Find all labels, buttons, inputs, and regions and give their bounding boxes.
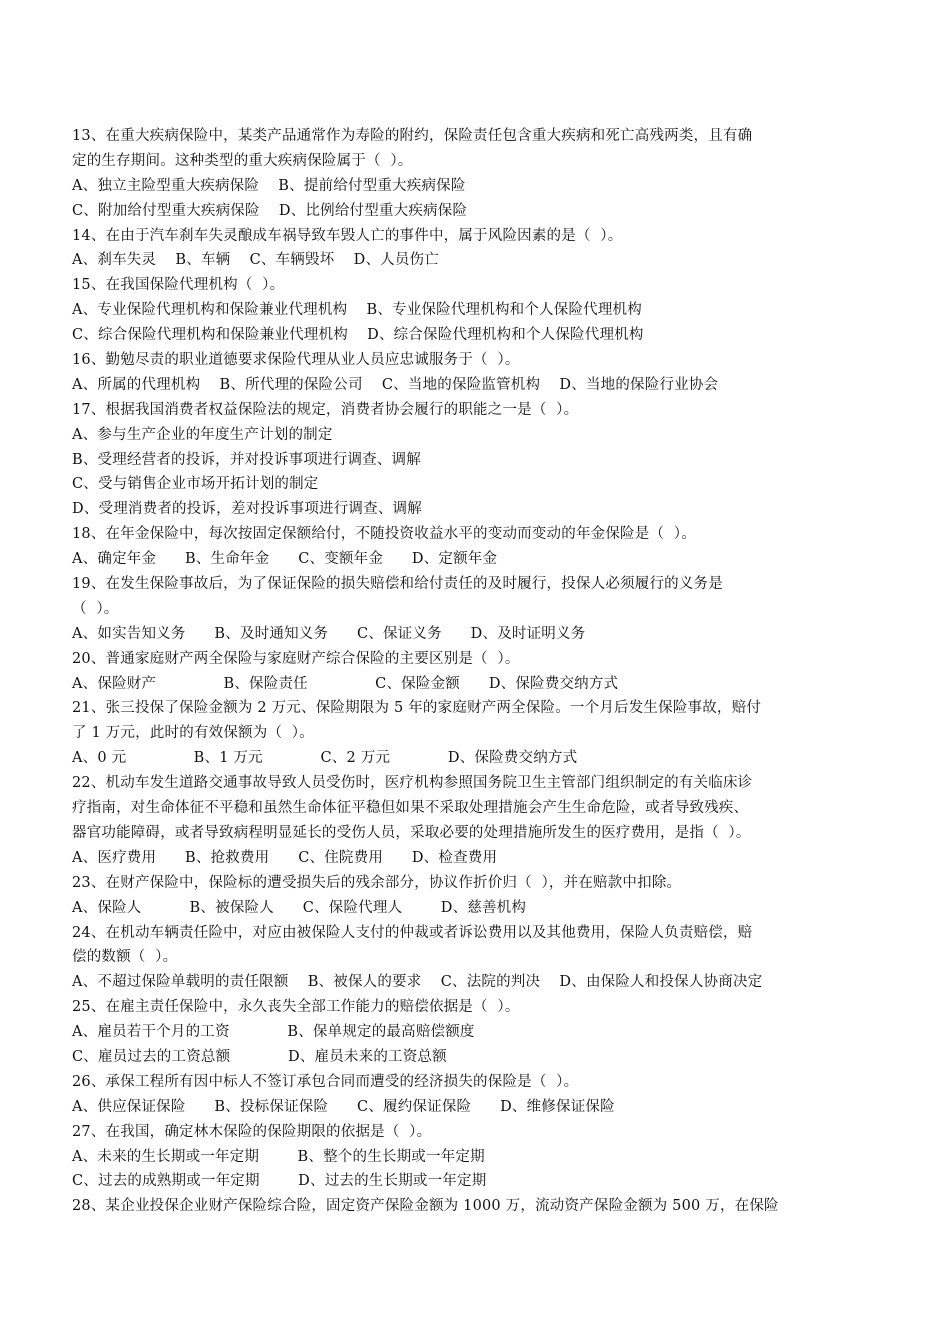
text-line-q22-1: 22、机动车发生道路交通事故导致人员受伤时，医疗机构参照国务院卫生主管部门组织制定的有关临床诊	[72, 775, 753, 792]
text-line-q23-opts: A、保险人 B、被保险人 C、保险代理人 D、慈善机构	[72, 899, 527, 916]
text-line-q18-opts: A、确定年金 B、生命年金 C、变额年金 D、定额年金	[72, 551, 498, 568]
text-line-q27-opt-ab: A、未来的生长期或一年定期 B、整个的生长期或一年定期	[72, 1148, 485, 1165]
text-line-q13-opt-cd: C、附加给付型重大疾病保险 D、比例给付型重大疾病保险	[72, 202, 468, 219]
text-line-q18: 18、在年金保险中，每次按固定保额给付，不随投资收益水平的变动而变动的年金保险是（ ）。	[72, 526, 696, 543]
text-line-q17-opt-a: A、参与生产企业的年度生产计划的制定	[72, 426, 333, 443]
text-line-q24-2: 偿的数额（ ）。	[72, 949, 178, 966]
text-line-q28: 28、某企业投保企业财产保险综合险，固定资产保险金额为 1000 万，流动资产保险金额为 500 万，在保险	[72, 1198, 779, 1215]
text-line-q13-1: 13、在重大疾病保险中，某类产品通常作为寿险的附约，保险责任包含重大疾病和死亡高残两类，且有确	[72, 128, 753, 144]
text-line-q17-opt-c: C、受与销售企业市场开拓计划的制定	[72, 476, 319, 493]
text-line-q20: 20、普通家庭财产两全保险与家庭财产综合保险的主要区别是（ ）。	[72, 650, 520, 667]
text-line-q19-2: （ ）。	[72, 600, 119, 617]
text-line-q25-opt-cd: C、雇员过去的工资总额 D、雇员未来的工资总额	[72, 1048, 447, 1065]
text-line-q24-1: 24、在机动车辆责任险中，对应由被保险人支付的仲裁或者诉讼费用以及其他费用，保险人负责赔偿，赔	[72, 924, 753, 941]
text-line-q17: 17、根据我国消费者权益保险法的规定，消费者协会履行的职能之一是（ ）。	[72, 401, 579, 418]
text-line-q21-opts: A、0 元 B、1 万元 C、2 万元 D、保险费交纳方式	[72, 750, 578, 767]
text-line-q24-opts: A、不超过保险单载明的责任限额 B、被保人的要求 C、法院的判决 D、由保险人和投保人协商决定	[72, 974, 763, 991]
text-line-q15: 15、在我国保险代理机构（ ）。	[72, 277, 285, 294]
text-line-q25: 25、在雇主责任保险中，永久丧失全部工作能力的赔偿依据是（ ）。	[72, 999, 520, 1016]
text-line-q22-3: 器官功能障碍，或者导致病程明显延长的受伤人员，采取必要的处理措施所发生的医疗费用，是指（ ）。	[72, 824, 751, 841]
text-line-q15-opt-ab: A、专业保险代理机构和保险兼业代理机构 B、专业保险代理机构和个人保险代理机构	[72, 302, 642, 319]
text-line-q19-1: 19、在发生保险事故后，为了保证保险的损失赔偿和给付责任的及时履行，投保人必须履行的义务是	[72, 576, 723, 593]
text-line-q13-2: 定的生存期间。这种类型的重大疾病保险属于（ ）。	[72, 152, 413, 169]
text-line-q21-2: 了 1 万元，此时的有效保额为（ ）。	[72, 725, 314, 742]
text-line-q17-opt-b: B、受理经营者的投诉，并对投诉事项进行调查、调解	[72, 451, 421, 468]
text-line-q14: 14、在由于汽车刹车失灵酿成车祸导致车毁人亡的事件中，属于风险因素的是（ ）。	[72, 227, 623, 244]
text-line-q13-opt-ab: A、独立主险型重大疾病保险 B、提前给付型重大疾病保险	[72, 177, 466, 194]
text-line-q27-opt-cd: C、过去的成熟期或一年定期 D、过去的生长期或一年定期	[72, 1173, 487, 1190]
text-line-q21-1: 21、张三投保了保险金额为 2 万元、保险期限为 5 年的家庭财产两全保险。一个月后发生保险事故，赔付	[72, 700, 762, 717]
text-line-q20-opts: A、保险财产 B、保险责任 C、保险金额 D、保险费交纳方式	[72, 675, 619, 692]
text-line-q16-opts: A、所属的代理机构 B、所代理的保险公司 C、当地的保险监管机构 D、当地的保险行业协会	[72, 376, 719, 393]
text-line-q22-2: 疗指南，对生命体征不平稳和虽然生命体征平稳但如果不采取处理措施会产生生命危险，或者导致残疾、	[72, 800, 749, 817]
text-line-q27: 27、在我国，确定林木保险的保险期限的依据是（ ）。	[72, 1123, 432, 1140]
text-line-q23: 23、在财产保险中，保险标的遭受损失后的残余部分，协议作折价归（ ），并在赔款中扣除。	[72, 874, 682, 891]
text-line-q15-opt-cd: C、综合保险代理机构和保险兼业代理机构 D、综合保险代理机构和个人保险代理机构	[72, 327, 644, 344]
text-line-q25-opt-ab: A、雇员若干个月的工资 B、保单规定的最高赔偿额度	[72, 1024, 475, 1041]
text-line-q26-opts: A、供应保证保险 B、投标保证保险 C、履约保证保险 D、维修保证保险	[72, 1098, 615, 1115]
text-line-q16: 16、勤勉尽责的职业道德要求保险代理从业人员应忠诚服务于（ ）。	[72, 352, 520, 369]
question-text-body	[72, 124, 852, 1219]
text-line-q26: 26、承保工程所有因中标人不签订承包合同而遭受的经济损失的保险是（ ）。	[72, 1073, 579, 1090]
text-line-q22-opts: A、医疗费用 B、抢救费用 C、住院费用 D、检查费用	[72, 849, 498, 866]
text-line-q17-opt-d: D、受理消费者的投诉，差对投诉事项进行调查、调解	[72, 501, 422, 518]
text-line-q14-opts: A、刹车失灵 B、车辆 C、车辆毁坏 D、人员伤亡	[72, 252, 439, 269]
text-line-q19-opts: A、如实告知义务 B、及时通知义务 C、保证义务 D、及时证明义务	[72, 625, 586, 642]
